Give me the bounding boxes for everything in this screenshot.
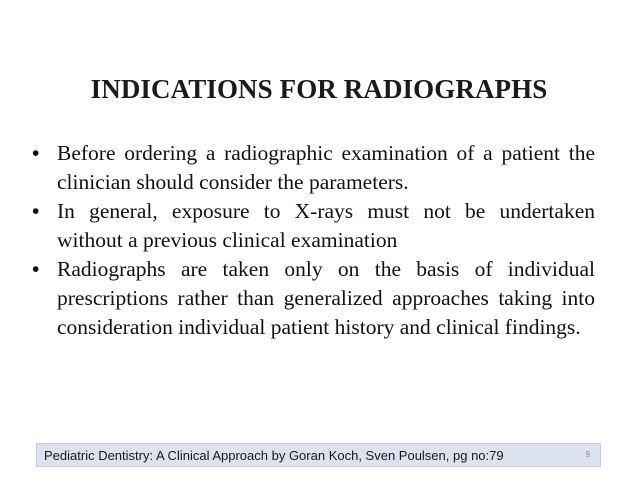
bullet-dot-icon: • bbox=[32, 142, 40, 165]
bullet-text: Before ordering a radiographic examination of a patient the clinician should consider the parameters. bbox=[57, 141, 595, 194]
bullet-text: In general, exposure to X-rays must not be undertaken without a previous clinical examination bbox=[57, 199, 595, 252]
citation-text: Pediatric Dentistry: A Clinical Approach by Goran Koch, Sven Poulsen, pg no:79 bbox=[44, 448, 504, 463]
bullet-item bbox=[30, 255, 595, 342]
citation-footer bbox=[36, 443, 601, 467]
bullet-dot-icon: • bbox=[32, 258, 40, 281]
slide-title: INDICATIONS FOR RADIOGRAPHS bbox=[90, 74, 548, 104]
bullet-item bbox=[30, 139, 595, 197]
bullet-dot-icon: • bbox=[32, 200, 40, 223]
bullet-list bbox=[30, 139, 595, 342]
bullet-item bbox=[30, 197, 595, 255]
bullet-text: Radiographs are taken only on the basis of individual prescriptions rather than generalized approaches taking into consideration individual patient history and clinical findings. bbox=[57, 257, 595, 339]
page-number: 9 bbox=[585, 450, 590, 459]
